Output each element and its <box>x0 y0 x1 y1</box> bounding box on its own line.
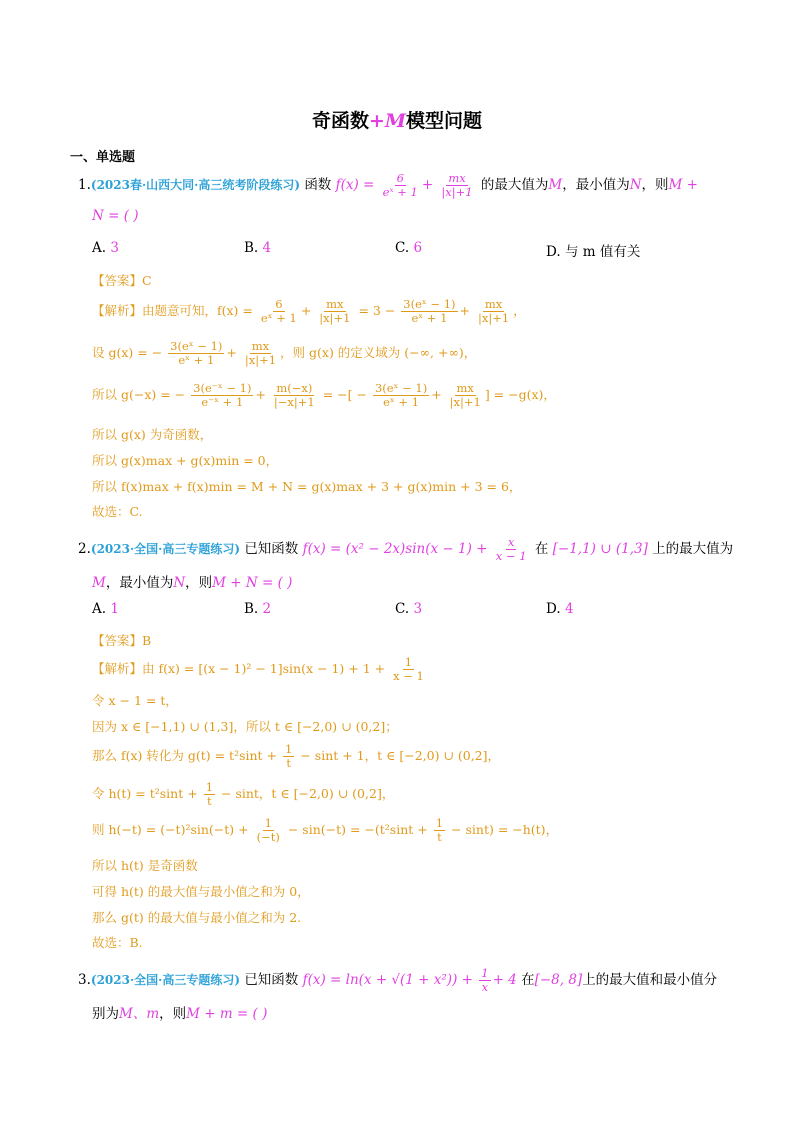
q2-solution-line7: 所以 h(t) 是奇函数 <box>92 858 198 873</box>
q3-stem-line1: 3.(2023·全国·高三专题练习) 已知函数 f(x) = ln(x + √(1 + x²)) + $\frac{1}{x}$ + 4 在[−8, 8]上的最大值和最小值分 <box>78 966 718 995</box>
q1-option-a[interactable]: A. 3 <box>92 240 119 256</box>
q1-number: 1. <box>78 177 91 194</box>
q1-source: (2023春·山西大同·高三统考阶段练习) <box>90 178 301 193</box>
q2-stem-line1: 2.(2023·全国·高三专题练习) 已知函数 f(x) = (x² − 2x)sin(x − 1) + $\frac{x}{x - 1}$ 在 [−1,1) ∪ (1,3] 上的最大值为 <box>78 535 734 564</box>
q2-func: f(x) = (x² − 2x)sin(x − 1) + $\frac{x}{x - 1}$ <box>302 535 527 564</box>
q2-solution-line5: 令 h(t) = t²sint + $\frac{1}{t}$ − sint，t ∈ [−2,0) ∪ (0,2]， <box>92 780 395 809</box>
q3-func: f(x) = ln(x + √(1 + x²)) + $\frac{1}{x}$ + 4 <box>302 966 517 995</box>
q2-option-a[interactable]: A. 1 <box>92 601 119 617</box>
q1-text-a: 函数 <box>304 177 332 194</box>
q2-answer: 【答案】B <box>92 633 152 648</box>
q1-solution-line7: 故选：C. <box>92 504 143 519</box>
q2-solution-line8: 可得 h(t) 的最大值与最小值之和为 0， <box>92 884 310 899</box>
q2-solution-line6: 则 h(−t) = (−t)²sin(−t) + $\frac{1}{(-t)}$ − sin(−t) = −(t²sint + $\frac{1}{t}$ − sint) = −h(t)， <box>92 816 559 845</box>
q3-source: (2023·全国·高三专题练习) <box>90 973 241 988</box>
q2-option-b[interactable]: B. 2 <box>244 601 272 617</box>
q2-solution-line10: 故选：B. <box>92 935 143 950</box>
q1-option-d[interactable]: D. 与 m 值有关 <box>546 244 641 260</box>
q1-option-b[interactable]: B. 4 <box>244 240 272 256</box>
q1-solution-line6: 所以 f(x)max + f(x)min = M + N = g(x)max + 3 + g(x)min + 3 = 6， <box>92 479 522 494</box>
q2-solution-line3: 因为 x ∈ [−1,1) ∪ (1,3]，所以 t ∈ [−2,0) ∪ (0,2]； <box>92 719 398 734</box>
title-suffix: 模型问题 <box>405 110 482 132</box>
q1-option-c[interactable]: C. 6 <box>395 240 423 256</box>
page-title <box>0 106 794 133</box>
q1-stem-line1: 1.(2023春·山西大同·高三统考阶段练习) 函数 f(x) = $\frac{6}{\text{eˣ + 1}}$ + $\frac{mx}{|x|+1}$ 的最大值为M，最小值为N，则M + <box>78 171 698 200</box>
q2-source: (2023·全国·高三专题练习) <box>90 542 241 557</box>
q2-solution-line4: 那么 f(x) 转化为 g(t) = t²sint + $\frac{1}{t}$ − sint + 1，t ∈ [−2,0) ∪ (0,2]， <box>92 742 501 771</box>
q2-solution-line1: 【解析】由 f(x) = [(x − 1)² − 1]sin(x − 1) + 1 + $\frac{1}{x - 1}$ <box>92 655 424 684</box>
q1-solution-line3: 所以 g(−x) = − $\frac{\text{3(e⁻ˣ − 1)}}{\text{e⁻ˣ + 1}}$ + $\frac{m(-x)}{|-x|+1}$ = −[ − $\frac{\text{3(eˣ − 1)}}{\text{eˣ + 1}}$ + $\frac{mx}{|x|+1}$ ] = −g(x)， <box>92 381 556 410</box>
q1-solution-line4: 所以 g(x) 为奇函数， <box>92 427 213 442</box>
q1-solution-line5: 所以 g(x)max + g(x)min = 0， <box>92 453 279 468</box>
q1-stem-line2: N = ( ) <box>92 208 139 224</box>
q1-answer: 【答案】C <box>92 273 152 288</box>
q1-func: f(x) = $\frac{6}{\text{eˣ + 1}}$ + $\frac{mx}{|x|+1}$ <box>335 171 473 200</box>
section-heading: 一、单选题 <box>70 150 136 165</box>
q1-solution-line2: 设 g(x) = − $\frac{\text{3(eˣ − 1)}}{\text{eˣ + 1}}$ + $\frac{mx}{|x|+1}$ ，则 g(x) 的定义域为 (−∞, +∞)， <box>92 339 477 368</box>
q1-solution-line1: 【解析】由题意可知，f(x) = $\frac{6}{\text{eˣ + 1}}$ + $\frac{mx}{|x|+1}$ = 3 − $\frac{\text{3(eˣ − 1)}}{\text{eˣ + 1}}$ + $\frac{mx}{|x|+1}$ ， <box>92 297 526 326</box>
title-prefix: 奇函数 <box>312 110 370 132</box>
q2-solution-line9: 那么 g(t) 的最大值与最小值之和为 2. <box>92 910 302 925</box>
q2-option-c[interactable]: C. 3 <box>395 601 423 617</box>
q2-option-d[interactable]: D. 4 <box>546 601 574 617</box>
title-m: +M <box>369 110 406 132</box>
q3-stem-line2: 别为M、m，则M + m = ( ) <box>92 1006 268 1022</box>
q2-solution-line2: 令 x − 1 = t， <box>92 693 178 708</box>
q2-stem-line2: M，最小值为N，则M + N = ( ) <box>92 575 293 591</box>
